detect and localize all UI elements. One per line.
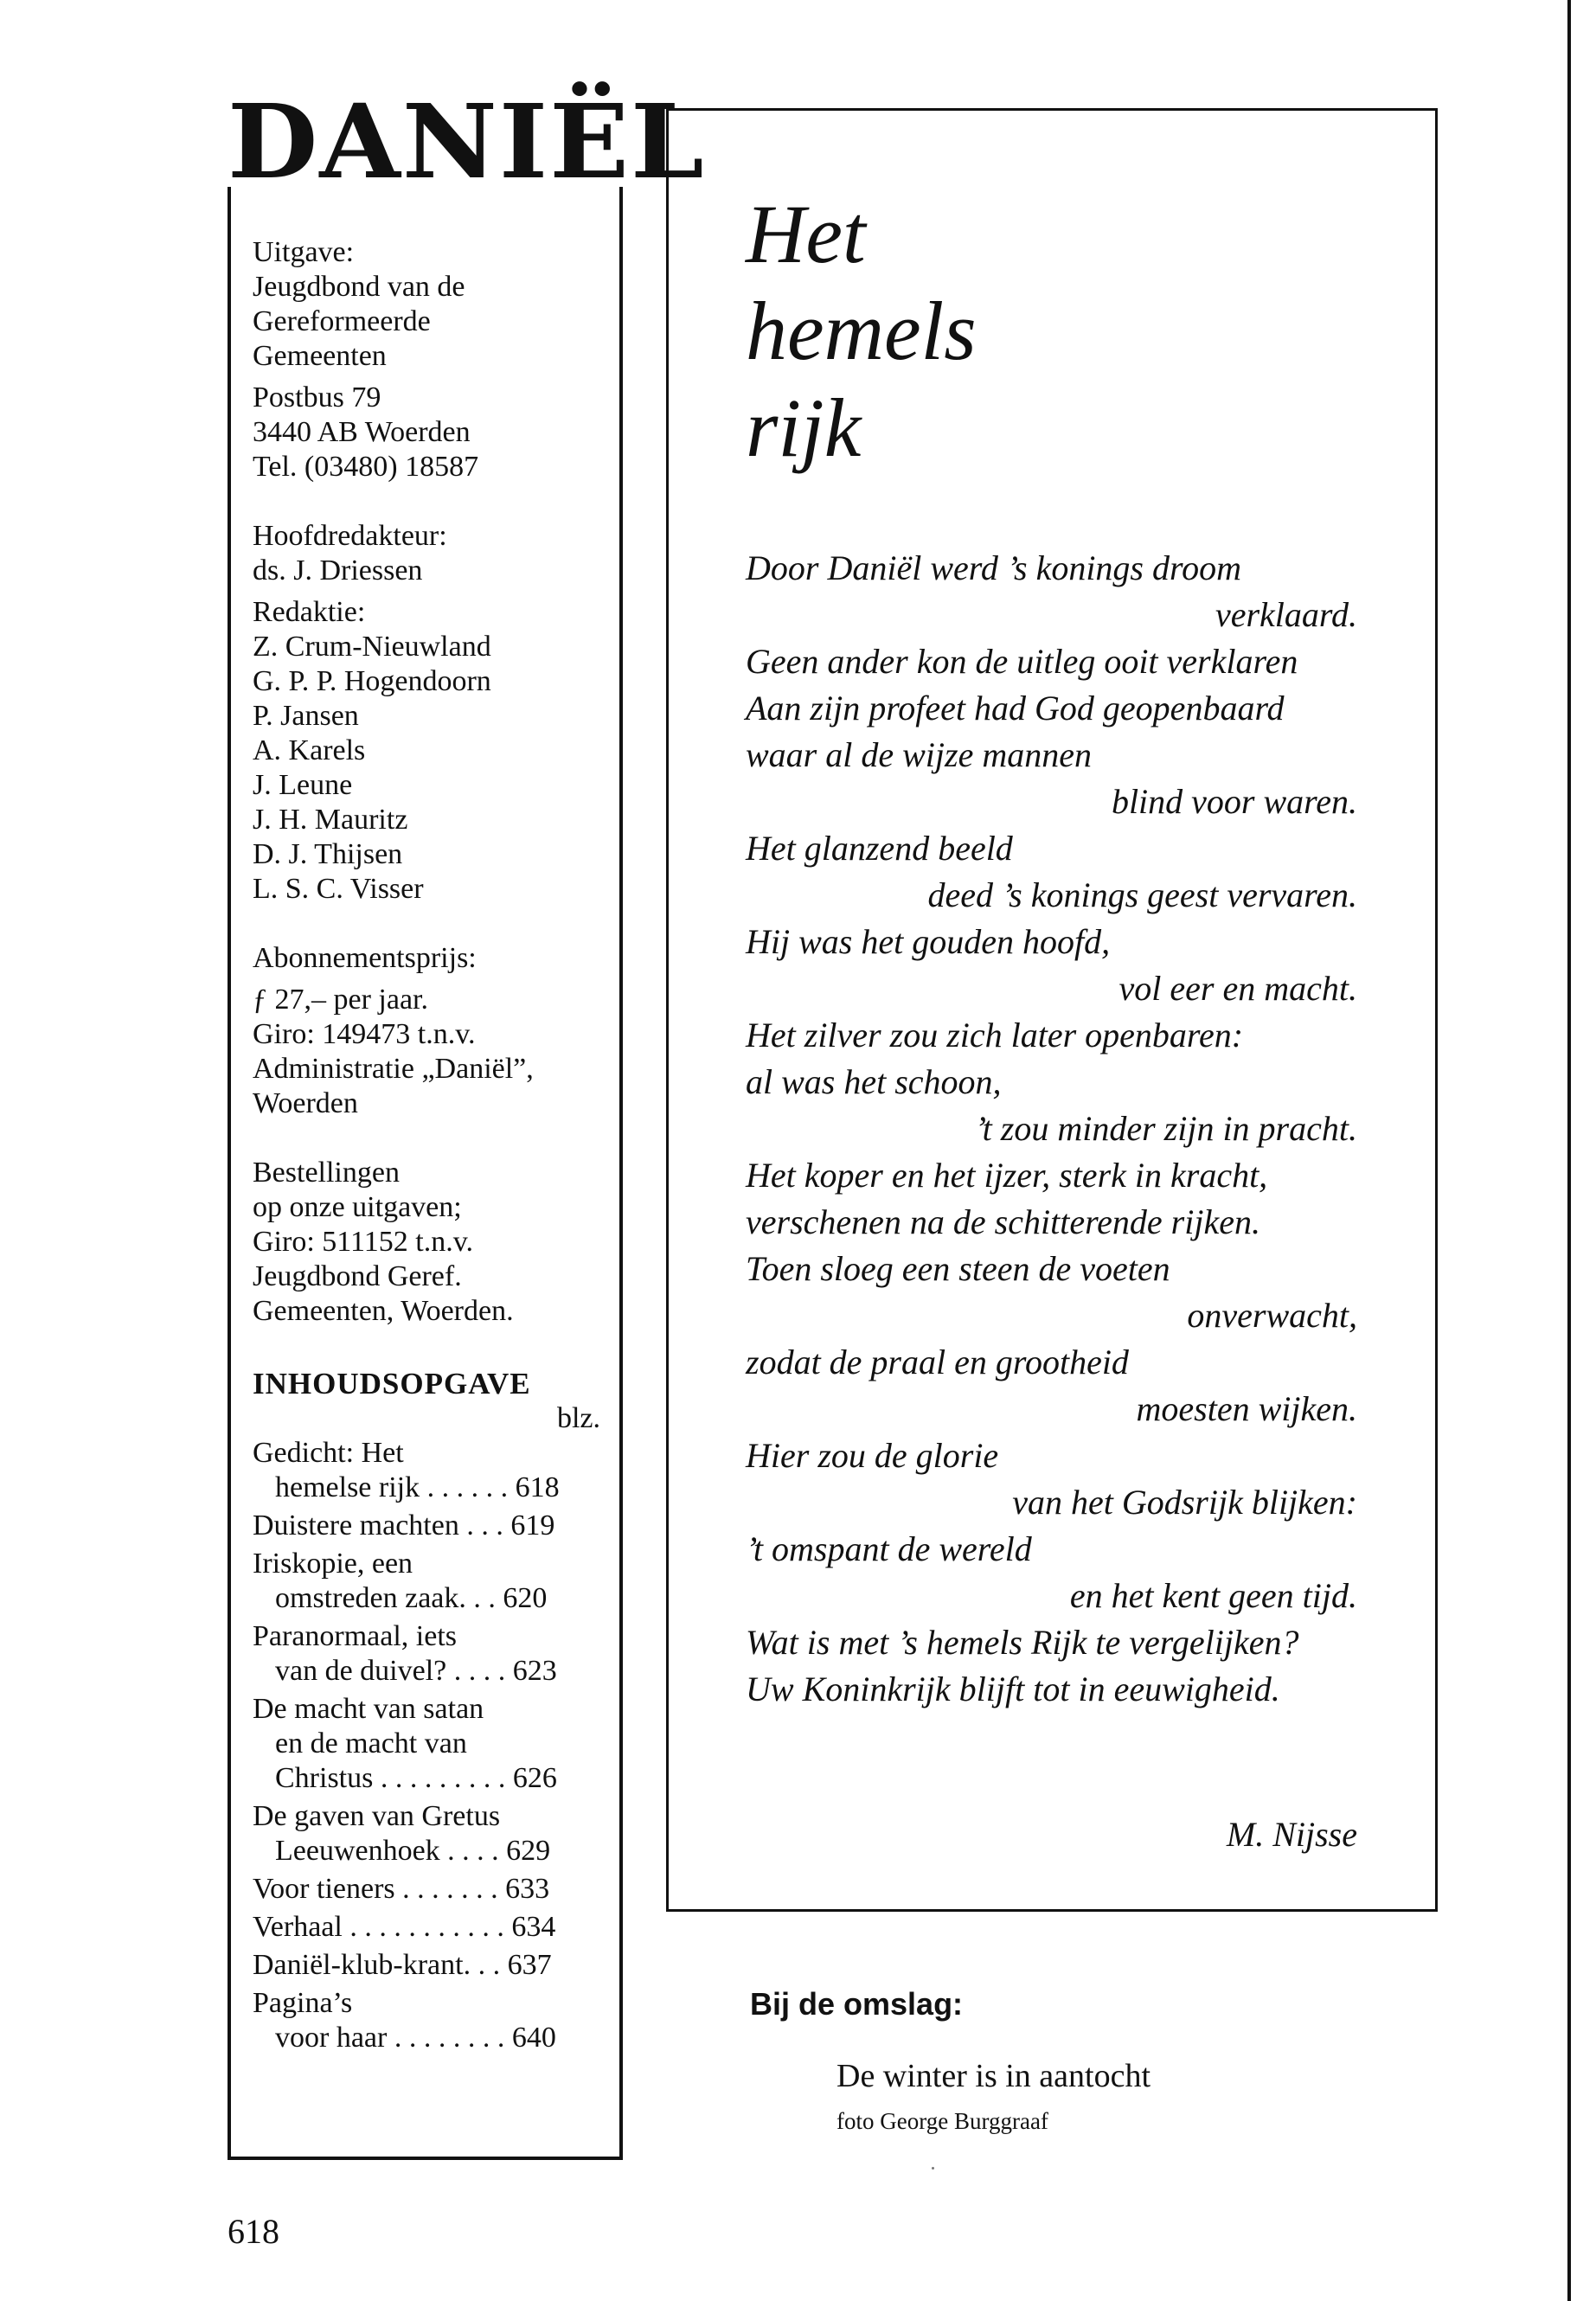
page-edge-line [1567,0,1571,2301]
poem-line: onverwacht, [1187,1296,1357,1335]
editor-item: A. Karels [253,734,366,766]
info-column [253,235,616,2059]
subscription-line: Administratie „Daniël”, [253,1053,534,1085]
editor-item: J. Leune [253,769,353,801]
editor-item: G. P. P. Hogendoorn [253,665,491,697]
poem-line: al was het schoon, [746,1062,1002,1101]
toc-entry [253,1910,616,1945]
poem-line: ’t zou minder zijn in pracht. [974,1109,1357,1148]
poem-body [746,545,1357,1713]
poem-line: Het glanzend beeld [746,829,1013,868]
poem-line: Toen sloeg een steen de voeten [746,1249,1170,1288]
toc-entry-text: omstreden zaak. . . 620 [275,1582,548,1614]
address-line: Postbus 79 [253,381,381,413]
poem-line: deed ’s konings geest vervaren. [927,875,1357,914]
toc-entry-text: en de macht van [275,1727,467,1759]
publisher-line: Gemeenten [253,340,387,372]
toc-entry-text: Duistere machten . . . 619 [253,1509,555,1541]
orders-line: op onze uitgaven; [253,1191,462,1223]
editor-item: J. H. Mauritz [253,804,408,836]
poem-line: Door Daniël werd ’s konings droom [746,548,1241,587]
poem-line: vol eer en macht. [1118,969,1357,1008]
page-number: 618 [228,2212,279,2251]
subscription-line: Woerden [253,1087,358,1119]
editor-label: Hoofdredakteur: [253,520,447,552]
poem-title [746,186,977,477]
toc-entry [253,1547,616,1616]
orders-line: Jeugdbond Geref. [253,1260,462,1292]
toc-entry-text: hemelse rijk . . . . . . 618 [275,1471,560,1503]
toc-entry-text: De gaven van Gretus [253,1800,501,1832]
toc-entry [253,1692,616,1796]
toc-entry [253,1948,616,1983]
toc-entry [253,1799,616,1868]
poem-line: blind voor waren. [1111,782,1357,821]
poem-line: verklaard. [1215,595,1357,634]
poem-author: M. Nijsse [1226,1815,1357,1854]
poem-title-line: hemels [746,285,977,377]
publisher-line: Jeugdbond van de [253,271,465,303]
editor-name: ds. J. Driessen [253,554,423,586]
editor-item: L. S. C. Visser [253,873,424,905]
toc-entry [253,1436,616,1505]
toc-entry [253,1619,616,1689]
poem-line: Hier zou de glorie [746,1436,999,1475]
poem-title-line: rijk [746,381,862,474]
poem-line: verschenen na de schitterende rijken. [746,1202,1260,1241]
address-line: 3440 AB Woerden [253,416,471,448]
editors-label: Redaktie: [253,596,366,628]
poem-line: en het kent geen tijd. [1069,1576,1357,1615]
toc-entry [253,1872,616,1907]
poem-line: Wat is met ’s hemels Rijk te vergelijken? [746,1623,1299,1662]
poem-line: Aan zijn profeet had God geopenbaard [746,689,1285,727]
scan-speck [932,2167,934,2170]
toc-entry-text: van de duivel? . . . . 623 [275,1655,557,1687]
poem-line: zodat de praal en grootheid [746,1343,1129,1381]
masthead-title: DANIËL [228,81,706,202]
poem-line: Hij was het gouden hoofd, [746,922,1111,961]
toc-entry-text: De macht van satan [253,1693,484,1725]
toc-page-label: blz. [556,1402,600,1434]
toc-entry-text: Iriskopie, een [253,1548,413,1580]
poem-title-line: Het [746,188,866,280]
toc-title: INHOUDSOPGAVE [253,1367,531,1400]
editor-item: Z. Crum-Nieuwland [253,631,491,663]
publisher-line: Gereformeerde [253,305,431,337]
toc-entry-text: Voor tieners . . . . . . . 633 [253,1873,550,1905]
poem-line: ’t omspant de wereld [746,1529,1032,1568]
toc-entry-text: Christus . . . . . . . . . 626 [275,1762,557,1794]
editor-item: P. Jansen [253,700,359,732]
toc-entry [253,1986,616,2055]
poem-line: Het koper en het ijzer, sterk in kracht, [746,1156,1268,1195]
orders-line: Bestellingen [253,1157,400,1189]
masthead-logo [228,81,706,202]
cover-credit: foto George Burggraaf [836,2108,1048,2134]
poem-line: moesten wijken. [1136,1389,1357,1428]
cover-title: De winter is in aantocht [836,2058,1151,2094]
subscription-line: Giro: 149473 t.n.v. [253,1018,476,1050]
toc-entry [253,1509,616,1543]
subscription-label: Abonnementsprijs: [253,942,477,974]
poem-line: waar al de wijze mannen [746,735,1092,774]
toc-entry-text: Gedicht: Het [253,1437,404,1469]
address-line: Tel. (03480) 18587 [253,451,479,483]
poem-line: Het zilver zou zich later openbaren: [746,1016,1244,1054]
poem-line: Uw Koninkrijk blijft tot in eeuwigheid. [746,1670,1280,1708]
orders-line: Gemeenten, Woerden. [253,1295,514,1327]
poem-line: Geen ander kon de uitleg ooit verklaren [746,642,1298,681]
publisher-label: Uitgave: [253,236,355,268]
orders-line: Giro: 511152 t.n.v. [253,1226,473,1258]
toc-entry-text: Leeuwenhoek . . . . 629 [275,1835,551,1867]
toc-entry-text: Daniël-klub-krant. . . 637 [253,1949,552,1981]
toc-entry-text: voor haar . . . . . . . . 640 [275,2022,556,2054]
cover-heading: Bij de omslag: [750,1986,964,2022]
toc-entry-text: Paranormaal, iets [253,1620,458,1652]
subscription-line: ƒ 27,– per jaar. [253,984,428,1016]
toc-entry-text: Pagina’s [253,1987,353,2019]
toc-entry-text: Verhaal . . . . . . . . . . . 634 [253,1911,556,1943]
editor-item: D. J. Thijsen [253,838,403,870]
poem-line: van het Godsrijk blijken: [1012,1483,1357,1522]
